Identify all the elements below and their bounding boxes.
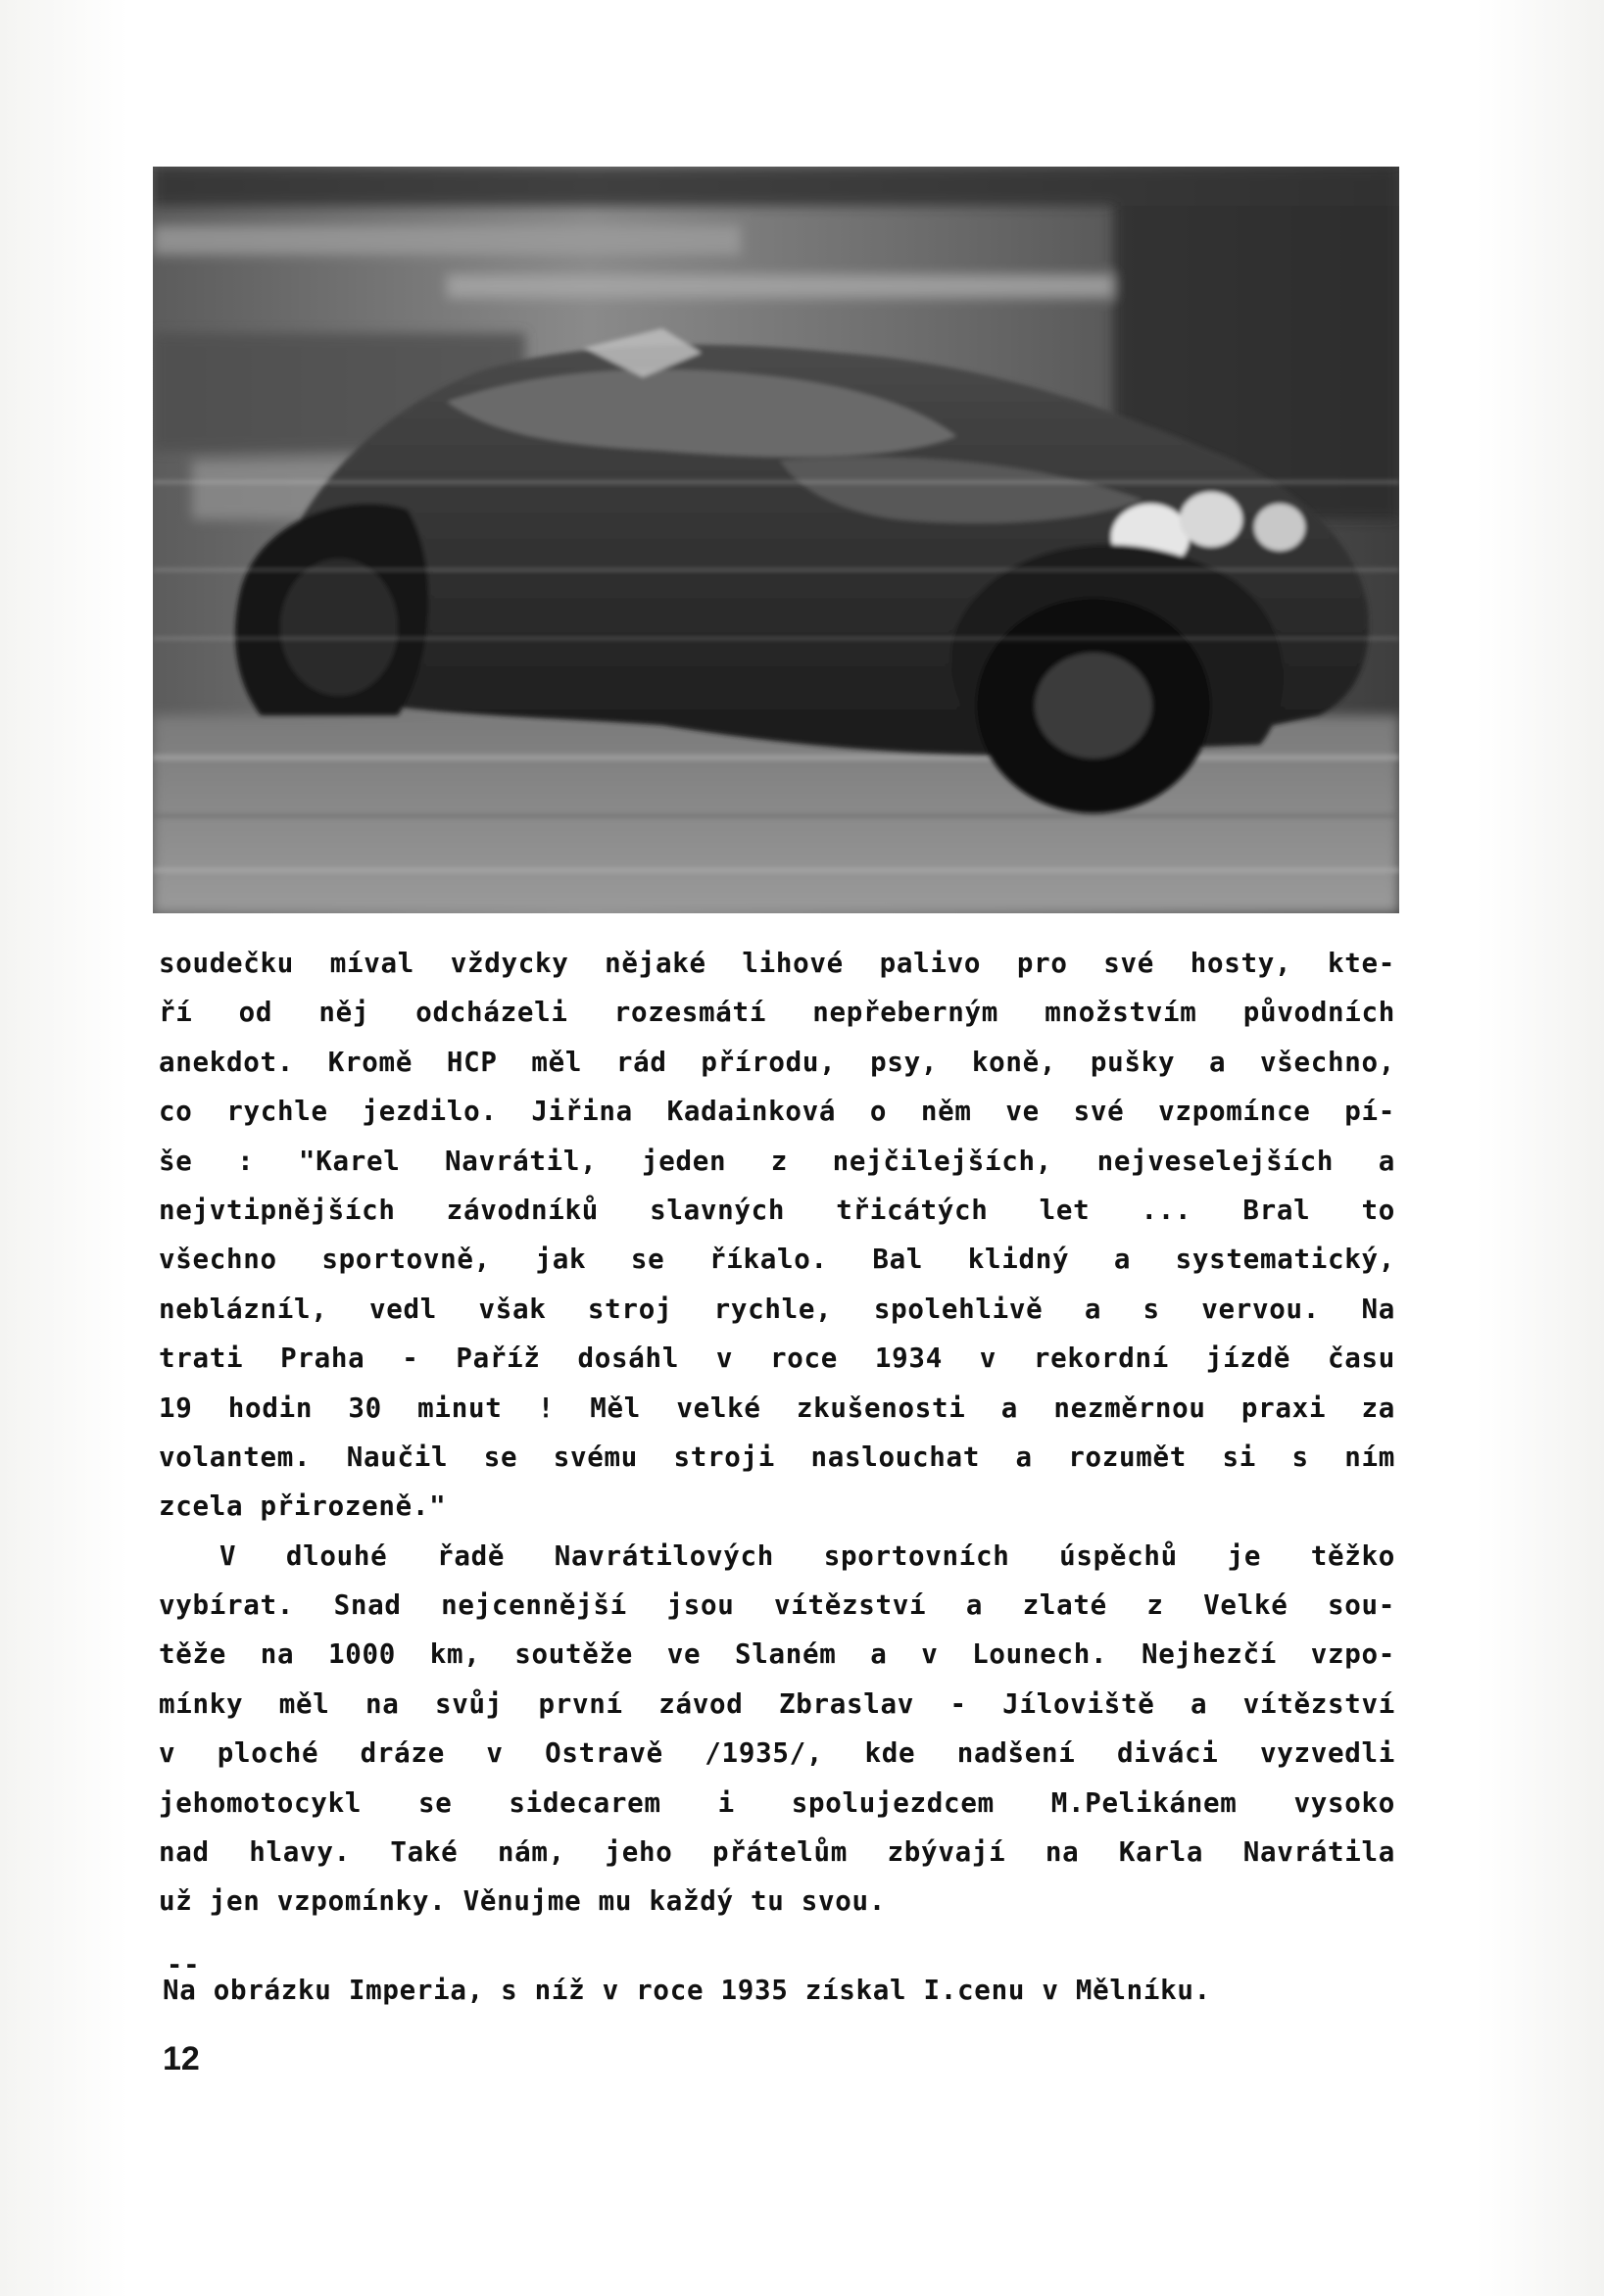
body-line: 19 hodin 30 minut ! Měl velké zkušenosti a nezměrnou praxi za xyxy=(159,1392,1395,1424)
body-line: neblázníl, vedl však stroj rychle, spolehlivě a s vervou. Na xyxy=(159,1293,1395,1325)
body-line: volantem. Naučil se svému stroji naslouchat a rozumět si s ním xyxy=(159,1441,1395,1473)
body-line: co rychle jezdilo. Jiřina Kadainková o něm ve své vzpomínce pí- xyxy=(159,1096,1395,1128)
body-line: zcela přirozeně." xyxy=(159,1490,447,1523)
body-line: nejvtipnějších závodníků slavných třicátých let ... Bral to xyxy=(159,1194,1395,1226)
body-line: těže na 1000 km, soutěže ve Slaném a v Lounech. Nejhezčí vzpo- xyxy=(159,1638,1395,1671)
body-line: še : "Karel Navrátil, jeden z nejčilejších, nejveselejších a xyxy=(159,1145,1395,1177)
body-line: v ploché dráze v Ostravě /1935/, kde nadšení diváci vyzvedli xyxy=(159,1737,1395,1770)
racing-car-photo xyxy=(153,167,1399,913)
body-line: vybírat. Snad nejcennější jsou vítězství a zlaté z Velké sou- xyxy=(159,1589,1395,1622)
car-photo-illustration xyxy=(153,167,1399,913)
body-line: ří od něj odcházeli rozesmátí nepřeberným množstvím původních xyxy=(159,997,1395,1029)
body-line: anekdot. Kromě HCP měl rád přírodu, psy, koně, pušky a všechno, xyxy=(159,1046,1395,1078)
body-line: soudečku míval vždycky nějaké lihové palivo pro své hosty, kte- xyxy=(159,948,1395,979)
photo-caption: Na obrázku Imperia, s níž v roce 1935 získal I.cenu v Mělníku. xyxy=(163,1975,1211,2006)
body-line: už jen vzpomínky. Věnujme mu každý tu svou. xyxy=(159,1885,887,1918)
page-number: 12 xyxy=(163,2040,200,2077)
body-line: všechno sportovně, jak se říkalo. Bal klidný a systematický, xyxy=(159,1244,1395,1276)
article-body xyxy=(159,939,1395,1927)
body-line: trati Praha - Paříž dosáhl v roce 1934 v rekordní jízdě času xyxy=(159,1343,1395,1375)
footnote-separator: -- xyxy=(167,1950,201,1980)
body-line: nad hlavy. Také nám, jeho přátelům zbývají na Karla Navrátila xyxy=(159,1836,1395,1869)
body-line: jehomotocykl se sidecarem i spolujezdcem M.Pelikánem vysoko xyxy=(159,1786,1395,1819)
body-line: mínky měl na svůj první závod Zbraslav - Jíloviště a vítězství xyxy=(159,1687,1395,1720)
body-line: V dlouhé řadě Navrátilových sportovních úspěchů je těžko xyxy=(219,1539,1395,1572)
